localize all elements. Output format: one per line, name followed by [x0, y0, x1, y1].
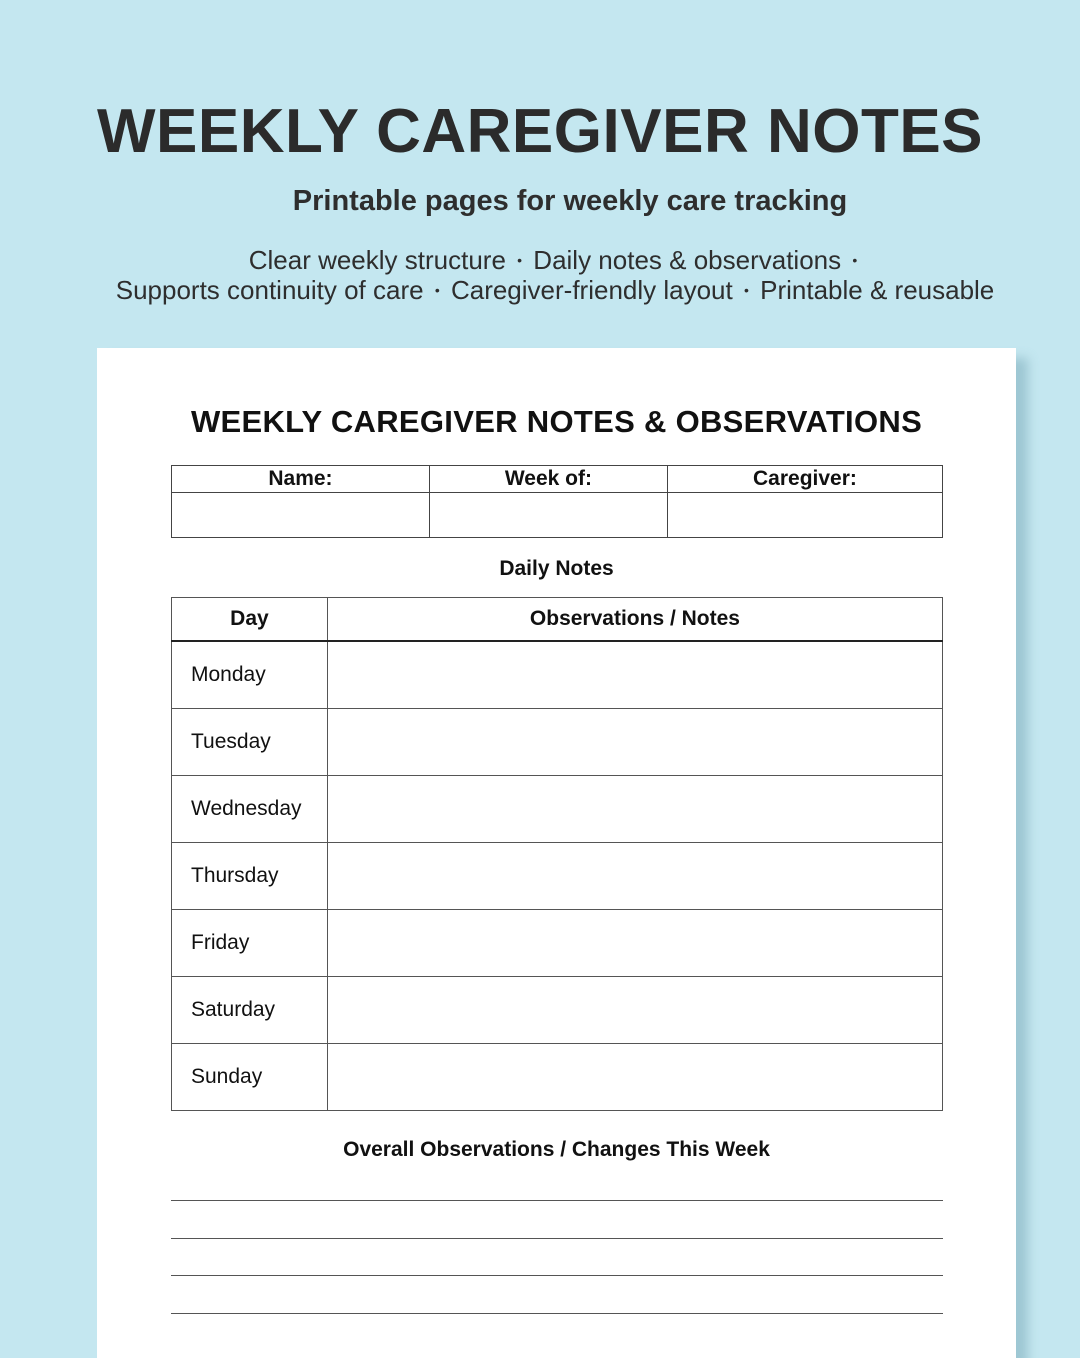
info-table	[171, 465, 943, 538]
day-label: Monday	[172, 641, 328, 709]
week-of-field[interactable]	[429, 493, 667, 538]
page-title: WEEKLY CAREGIVER NOTES	[96, 97, 984, 166]
writing-line[interactable]	[171, 1238, 943, 1239]
bullet-separator: •	[743, 282, 749, 299]
table-row	[172, 977, 943, 1044]
feature-list-line-1	[0, 245, 1080, 277]
name-label: Name:	[172, 466, 430, 493]
sheet-title: WEEKLY CAREGIVER NOTES & OBSERVATIONS	[190, 404, 923, 439]
name-field[interactable]	[172, 493, 430, 538]
notes-cell[interactable]	[327, 709, 942, 776]
feature-list-line-2	[0, 275, 1080, 307]
table-row	[172, 843, 943, 910]
feature-item: Clear weekly structure	[248, 245, 506, 275]
notes-header-row	[172, 598, 943, 642]
info-input-row	[172, 493, 943, 538]
notes-cell[interactable]	[327, 776, 942, 843]
writing-line[interactable]	[171, 1275, 943, 1276]
day-label: Thursday	[172, 843, 328, 910]
feature-item: Daily notes & observations	[533, 245, 842, 275]
feature-item: Printable & reusable	[760, 275, 995, 305]
page-subtitle: Printable pages for weekly care tracking	[292, 185, 848, 217]
table-row	[172, 776, 943, 843]
table-row	[172, 641, 943, 709]
notes-cell[interactable]	[327, 1044, 942, 1111]
feature-item: Caregiver-friendly layout	[450, 275, 733, 305]
day-label: Sunday	[172, 1044, 328, 1111]
day-label: Wednesday	[172, 776, 328, 843]
printable-sheet	[97, 348, 1016, 1358]
bullet-separator: •	[517, 252, 523, 269]
day-label: Saturday	[172, 977, 328, 1044]
table-row	[172, 1044, 943, 1111]
notes-cell[interactable]	[327, 977, 942, 1044]
info-header-row	[172, 466, 943, 493]
caregiver-field[interactable]	[667, 493, 942, 538]
bullet-separator: •	[852, 252, 858, 269]
caregiver-label: Caregiver:	[667, 466, 942, 493]
writing-line[interactable]	[171, 1313, 943, 1314]
notes-cell[interactable]	[327, 843, 942, 910]
day-label: Tuesday	[172, 709, 328, 776]
daily-notes-table	[171, 597, 943, 1111]
bullet-separator: •	[434, 282, 440, 299]
feature-item: Supports continuity of care	[115, 275, 424, 305]
day-column-header: Day	[172, 598, 328, 642]
observations-column-header: Observations / Notes	[327, 598, 942, 642]
day-label: Friday	[172, 910, 328, 977]
writing-line[interactable]	[171, 1200, 943, 1201]
overall-observations-heading: Overall Observations / Changes This Week	[343, 1138, 770, 1161]
notes-cell[interactable]	[327, 641, 942, 709]
notes-cell[interactable]	[327, 910, 942, 977]
daily-notes-heading: Daily Notes	[499, 557, 614, 580]
table-row	[172, 709, 943, 776]
table-row	[172, 910, 943, 977]
week-of-label: Week of:	[429, 466, 667, 493]
